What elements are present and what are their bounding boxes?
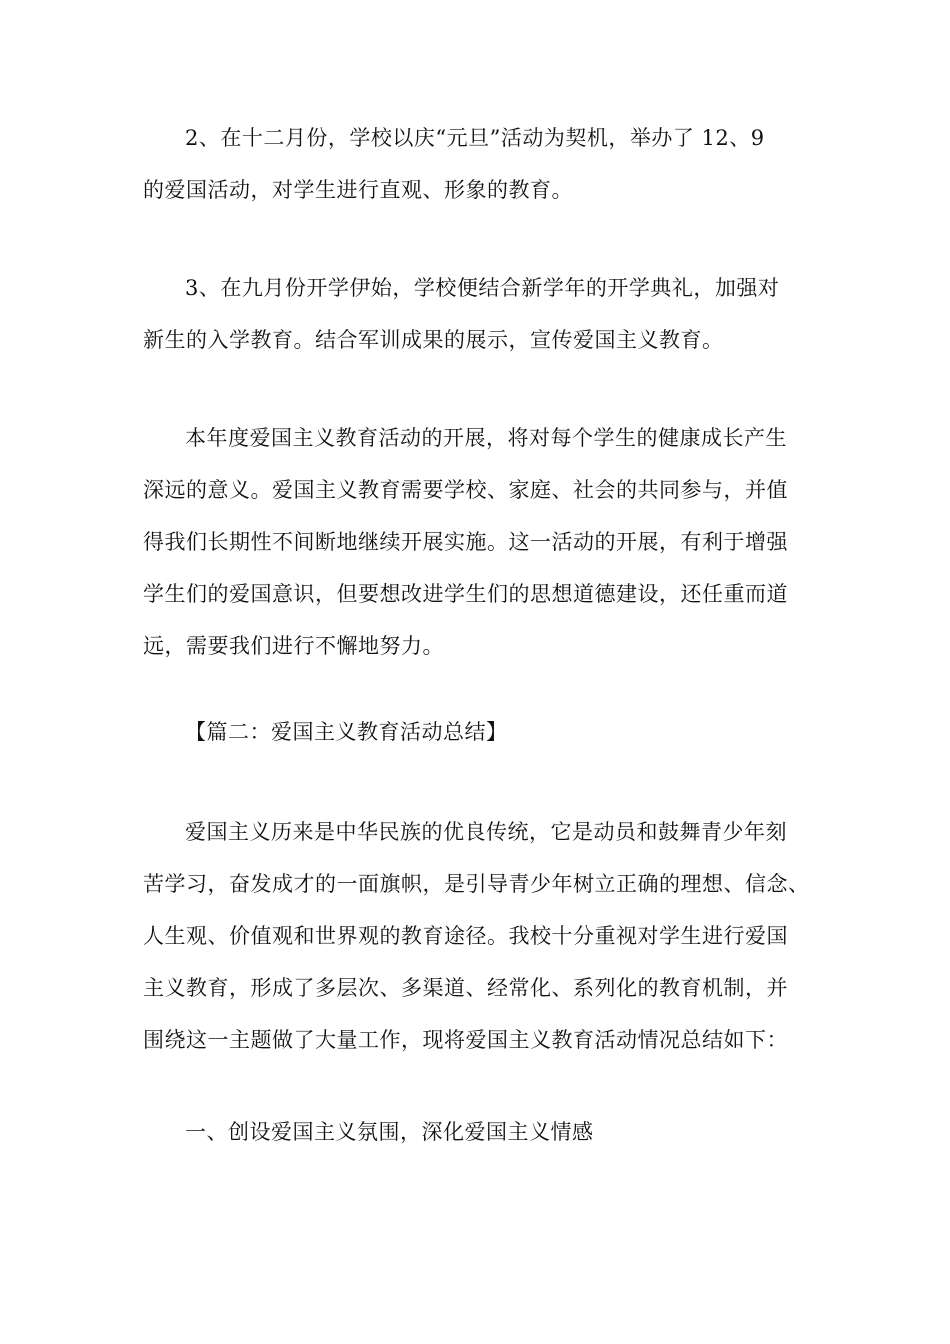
paragraph-september-activity <box>143 262 807 366</box>
text-line: 围绕这一主题做了大量工作，现将爱国主义教育活动情况总结如下： <box>143 1028 788 1052</box>
text-line: 得我们长期性不间断地继续开展实施。这一活动的开展，有利于增强 <box>143 530 788 554</box>
paragraph-annual-summary <box>143 412 807 672</box>
text-line: 深远的意义。爱国主义教育需要学校、家庭、社会的共同参与，并值 <box>143 478 788 502</box>
text-line: 主义教育，形成了多层次、多渠道、经常化、系列化的教育机制，并 <box>143 976 788 1000</box>
subheading-section-one <box>143 1106 807 1158</box>
text-line: 【篇二：爱国主义教育活动总结】 <box>185 720 508 744</box>
text-line: 人生观、价值观和世界观的教育途径。我校十分重视对学生进行爱国 <box>143 924 788 948</box>
text-line: 新生的入学教育。结合军训成果的展示，宣传爱国主义教育。 <box>143 328 724 352</box>
text-line: 远，需要我们进行不懈地努力。 <box>143 634 444 658</box>
text-line: 本年度爱国主义教育活动的开展，将对每个学生的健康成长产生 <box>185 426 787 450</box>
text-line: 的爱国活动，对学生进行直观、形象的教育。 <box>143 178 573 202</box>
text-line: 学生们的爱国意识，但要想改进学生们的思想道德建设，还任重而道 <box>143 582 788 606</box>
text-line: 一、创设爱国主义氛围，深化爱国主义情感 <box>185 1120 594 1144</box>
text-line: 2、在十二月份，学校以庆“元旦”活动为契机，举办了 12、9 <box>185 126 765 150</box>
text-line: 爱国主义历来是中华民族的优良传统，它是动员和鼓舞青少年刻 <box>185 820 787 844</box>
paragraph-december-activity <box>143 112 807 216</box>
text-line: 3、在九月份开学伊始，学校便结合新学年的开学典礼，加强对 <box>185 276 780 300</box>
section-heading-part-two <box>143 706 807 758</box>
text-line: 苦学习，奋发成才的一面旗帜，是引导青少年树立正确的理想、信念、 <box>143 872 810 896</box>
paragraph-introduction <box>143 806 810 1066</box>
